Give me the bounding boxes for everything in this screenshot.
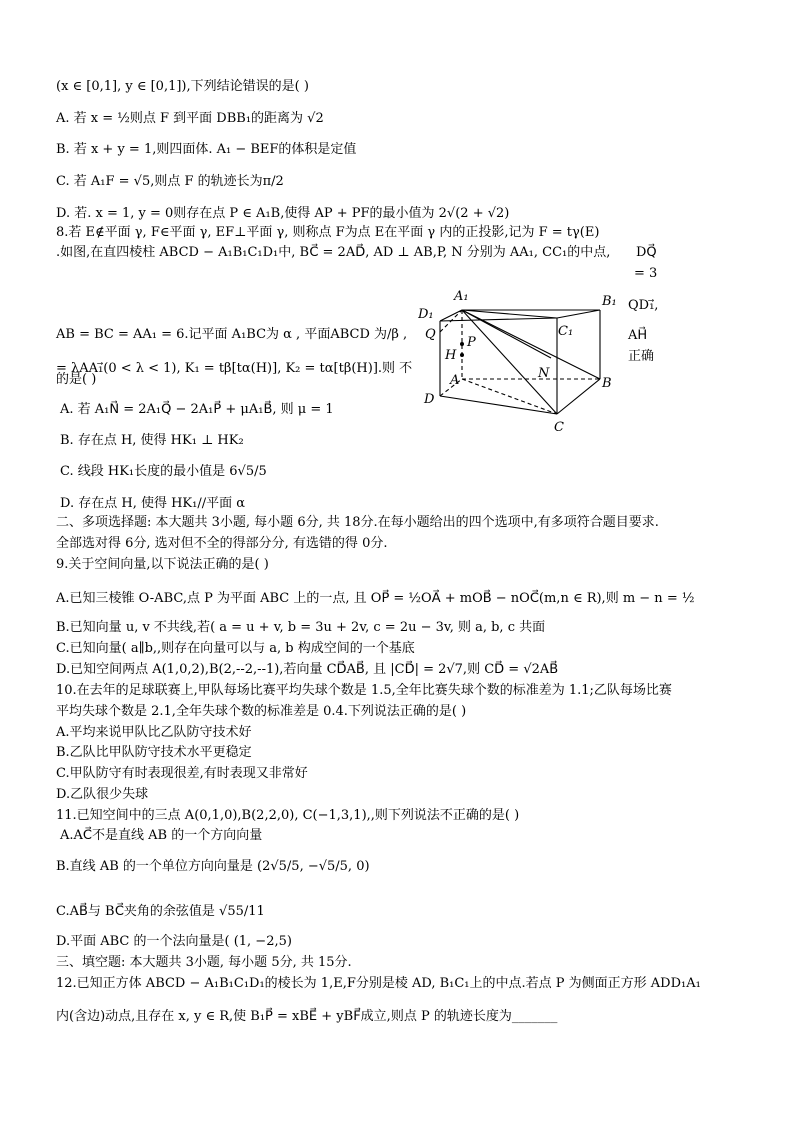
section3-heading: 三、填空题: 本大题共 3小题, 每小题 5分, 共 15分. — [56, 955, 352, 970]
label-n: N — [538, 366, 550, 381]
label-a1: A₁ — [454, 289, 469, 304]
q7-option-a: A. 若 x = ½则点 F 到平面 DBB₁的距离为 √2 — [56, 111, 324, 126]
label-b1: B₁ — [602, 294, 617, 309]
q11-option-b: B.直线 AB 的一个单位方向向量是 (2√5/5, −√5/5, 0) — [56, 859, 370, 874]
q9-option-d: D.已知空间两点 A(1,0,2),B(2,--2,--1),若向量 CD⃗AB⃗, 且 |CD⃗| = 2√7,则 CD⃗ = √2AB⃗ — [56, 662, 559, 677]
section2-heading: 二、多项选择题: 本大题共 3小题, 每小题 6分, 共 18分.在每小题给出的四个选项中,有多项符合题目要求. — [56, 515, 659, 530]
q8-line1: 8.若 E∉平面 γ, F∈平面 γ, EF⊥平面 γ, 则称点 F为点 E在平面 γ 内的正投影,记为 F = tγ(E) — [56, 225, 600, 240]
q9-option-b: B.已知向量 u, v 不共线,若( a = u + v, b = 3u + 2v, c = 2u − 3v, 则 a, b, c 共面 — [56, 620, 546, 635]
q8-line2: .如图,在直四棱柱 ABCD − A₁B₁C₁D₁中, BC⃗ = 2AD⃗, AD ⊥ AB,P, N 分别为 AA₁, CC₁的中点, — [56, 245, 611, 260]
q10-option-d: D.乙队很少失球 — [56, 787, 149, 802]
q7-option-c: C. 若 A₁F = √5,则点 F 的轨迹长为π/2 — [56, 174, 284, 189]
label-q: Q — [425, 327, 436, 342]
prism-figure — [418, 287, 630, 445]
q8-ratio: = 3 — [634, 266, 658, 281]
label-p: P — [467, 335, 476, 350]
q7-option-d: D. 若. x = 1, y = 0则存在点 P ∈ A₁B,使得 AP + PF的最小值为 2√(2 + √2) — [56, 206, 510, 221]
q8-line6: = λAA₁⃗(0 < λ < 1), K₁ = tβ[tα(H)], K₂ = tα[tβ(H)].则 不 — [56, 361, 413, 376]
q8-line5: AB = BC = AA₁ = 6.记平面 A₁BC为 α , 平面ABCD 为/β , — [56, 327, 408, 342]
q9-option-a: A.已知三棱锥 O-ABC,点 P 为平面 ABC 上的一点, 且 OP⃗ = ½OA⃗ + mOB⃗ − nOC⃗(m,n ∈ R),则 m − n = ½ — [56, 591, 695, 606]
q12-line1: 12.已知正方体 ABCD − A₁B₁C₁D₁的棱长为 1,E,F分别是棱 AD, B₁C₁上的中点.若点 P 为侧面正方形 ADD₁A₁ — [56, 976, 701, 991]
q10-line2: 平均失球个数是 2.1,全年失球个数的标准差是 0.4.下列说法正确的是( ) — [56, 704, 467, 719]
q8-line7: 的是( ) — [56, 372, 97, 387]
q8-vector-qd1: QD₁⃗, — [628, 298, 659, 313]
q8-option-c: C. 线段 HK₁长度的最小值是 6√5/5 — [60, 464, 267, 479]
q7-option-b: B. 若 x + y = 1,则四面体. A₁ − BEF的体积是定值 — [56, 142, 357, 157]
q8-vector-ah: AH⃗ — [628, 328, 648, 343]
q8-option-d: D. 存在点 H, 使得 HK₁//平面 α — [60, 496, 246, 511]
q11-option-a: A.AC⃗不是直线 AB 的一个方向向量 — [60, 828, 263, 843]
label-h: H — [445, 348, 457, 363]
q8-option-b: B. 存在点 H, 使得 HK₁ ⊥ HK₂ — [60, 433, 244, 448]
q11-stem: 11.已知空间中的三点 A(0,1,0),B(2,2,0), C(−1,3,1),,则下列说法不正确的是( ) — [56, 808, 520, 823]
q12-line2: 内(含边)动点,且存在 x, y ∈ R,使 B₁P⃗ = xBE⃗ + yBF⃗成立,则点 P 的轨迹长度为_______ — [56, 1009, 558, 1024]
q7-stem: (x ∈ [0,1], y ∈ [0,1]),下列结论错误的是( ) — [56, 79, 309, 94]
section2-rules: 全部选对得 6分, 选对但不全的得部分分, 有选错的得 0分. — [56, 536, 388, 551]
q10-line1: 10.在去年的足球联赛上,甲队每场比赛平均失球个数是 1.5,全年比赛失球个数的标准差为 1.1;乙队每场比赛 — [56, 683, 672, 698]
label-a: A — [450, 373, 460, 388]
label-c1: C₁ — [558, 324, 574, 339]
label-c: C — [554, 420, 564, 435]
q8-option-a: A. 若 A₁N⃗ = 2A₁Q⃗ − 2A₁P⃗ + μA₁B⃗, 则 μ = 1 — [60, 402, 334, 417]
q9-stem: 9.关于空间向量,以下说法正确的是( ) — [56, 557, 269, 572]
q9-option-c: C.已知向量( a∥b,,则存在向量可以与 a, b 构成空间的一个基底 — [56, 641, 415, 656]
label-b: B — [602, 376, 612, 391]
label-d1: D₁ — [418, 307, 434, 322]
q8-correct: 正确 — [628, 349, 655, 364]
label-d: D — [424, 392, 435, 407]
q10-option-b: B.乙队比甲队防守技术水平更稳定 — [56, 745, 252, 760]
q11-option-d: D.平面 ABC 的一个法向量是( (1, −2,5) — [56, 934, 292, 949]
q11-option-c: C.AB⃗与 BC⃗夹角的余弦值是 √55/11 — [56, 904, 265, 919]
q10-option-c: C.甲队防守有时表现很差,有时表现又非常好 — [56, 766, 308, 781]
q8-vector-dq: DQ⃗ — [636, 245, 657, 260]
q10-option-a: A.平均来说甲队比乙队防守技术好 — [56, 725, 252, 740]
